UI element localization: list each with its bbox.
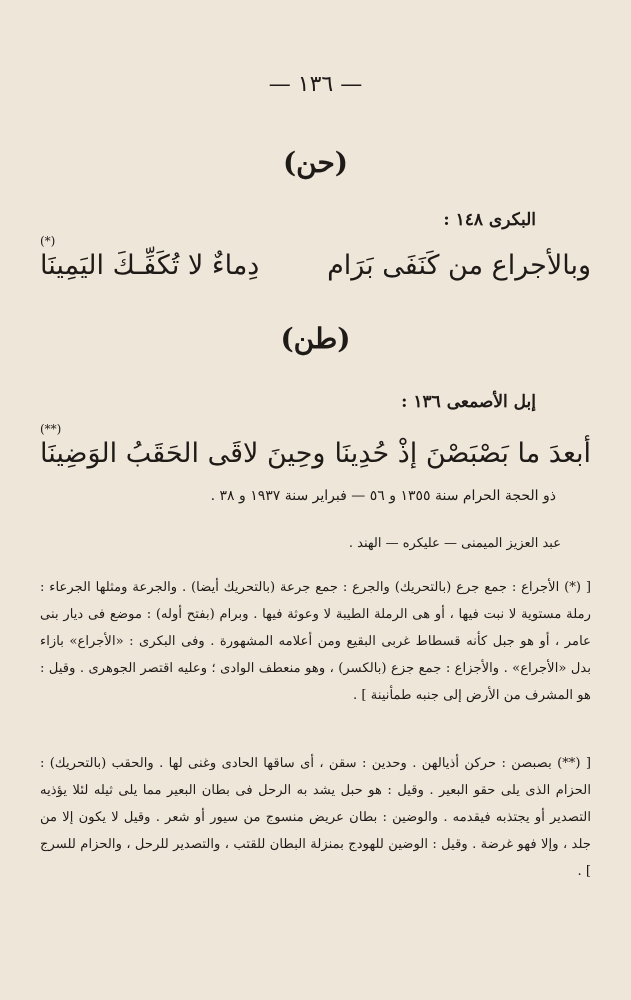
source-reference-1: البكرى ١٤٨ : [443, 210, 536, 230]
footnote-marker-2: (**) [40, 422, 62, 436]
verse-2 [40, 438, 591, 469]
footnote-2: [ (**) بصبصن : حركن أذيالهن . وحدين : سقن ، أى ساقها الحادى وغنى لها . والحقب (بالتحريك) : الحزام الذى يلى حقو البعير . وقيل : هو حبل يشد به الرحل فى بطان البعير مما يلى ثيله لئلا يؤذيه التصدير أو يجتذبه فيقدمه . والوضين : بطان عريض منسوج من سيور أو شعر . وقيل لا يكون إلا من جلد ، وإلا فهو غرضة . وقيل : الوضين للهودج بمنزلة البطان للقتب ، والتصدير للرحل ، والحزام للسرج ] . [40, 756, 591, 879]
verse-2-left-hemistich: وحِينَ لاقَى الحَقَبُ الوَضِينَا [40, 438, 326, 469]
verse-1 [40, 250, 591, 281]
dateline: ذو الحجة الحرام سنة ١٣٥٥ و ٥٦ — فبراير سنة ١٩٣٧ و ٣٨ . [210, 488, 556, 504]
verse-2-right-hemistich: أبعدَ ما بَصْبَصْنَ إذْ حُدِينَا [334, 438, 591, 469]
rhyme-heading-1: (حن) [282, 146, 349, 179]
verse-1-left-hemistich: دِماءٌ لا تُكَفِّـكَ اليَمِينَا [40, 250, 260, 281]
page-number: — ١٣٦ — [268, 72, 363, 97]
verse-1-right-hemistich: وبالأجراع من كَنَفَى بَرَام [327, 250, 591, 281]
rhyme-heading-2: (طن) [280, 322, 351, 355]
footnote-marker-1: (*) [40, 234, 56, 248]
source-reference-2: إبل الأصمعى ١٣٦ : [401, 392, 536, 412]
author-signature: عبد العزيز الميمنى — عليكره — الهند . [348, 536, 561, 551]
footnote-1: [ (*) الأجراع : جمع جرع (بالتحريك) والجرع : جمع جرعة (بالتحريك أيضا) . والجرعة ومثلها الجرعاء : رملة مستوية لا نبت فيها ، أو هى الرملة الطيبة لا وعوثة فيها . وبرام (بفتح أوله) : موضع فى ديار بنى عامر ، أو هو جبل كأنه قسطاط غربى البقيع ومن أعلامه المشهورة . وفى البكرى : «الأجراع» بازاء بدل «الأجراع» . والأجزاع : جمع جزع (بالكسر) ، وهو منعطف الوادى ؛ وعليه اقتصر الجوهرى . وقيل : هو المشرف من الأرض إلى جنبه طمأنينة ] . [40, 580, 591, 703]
